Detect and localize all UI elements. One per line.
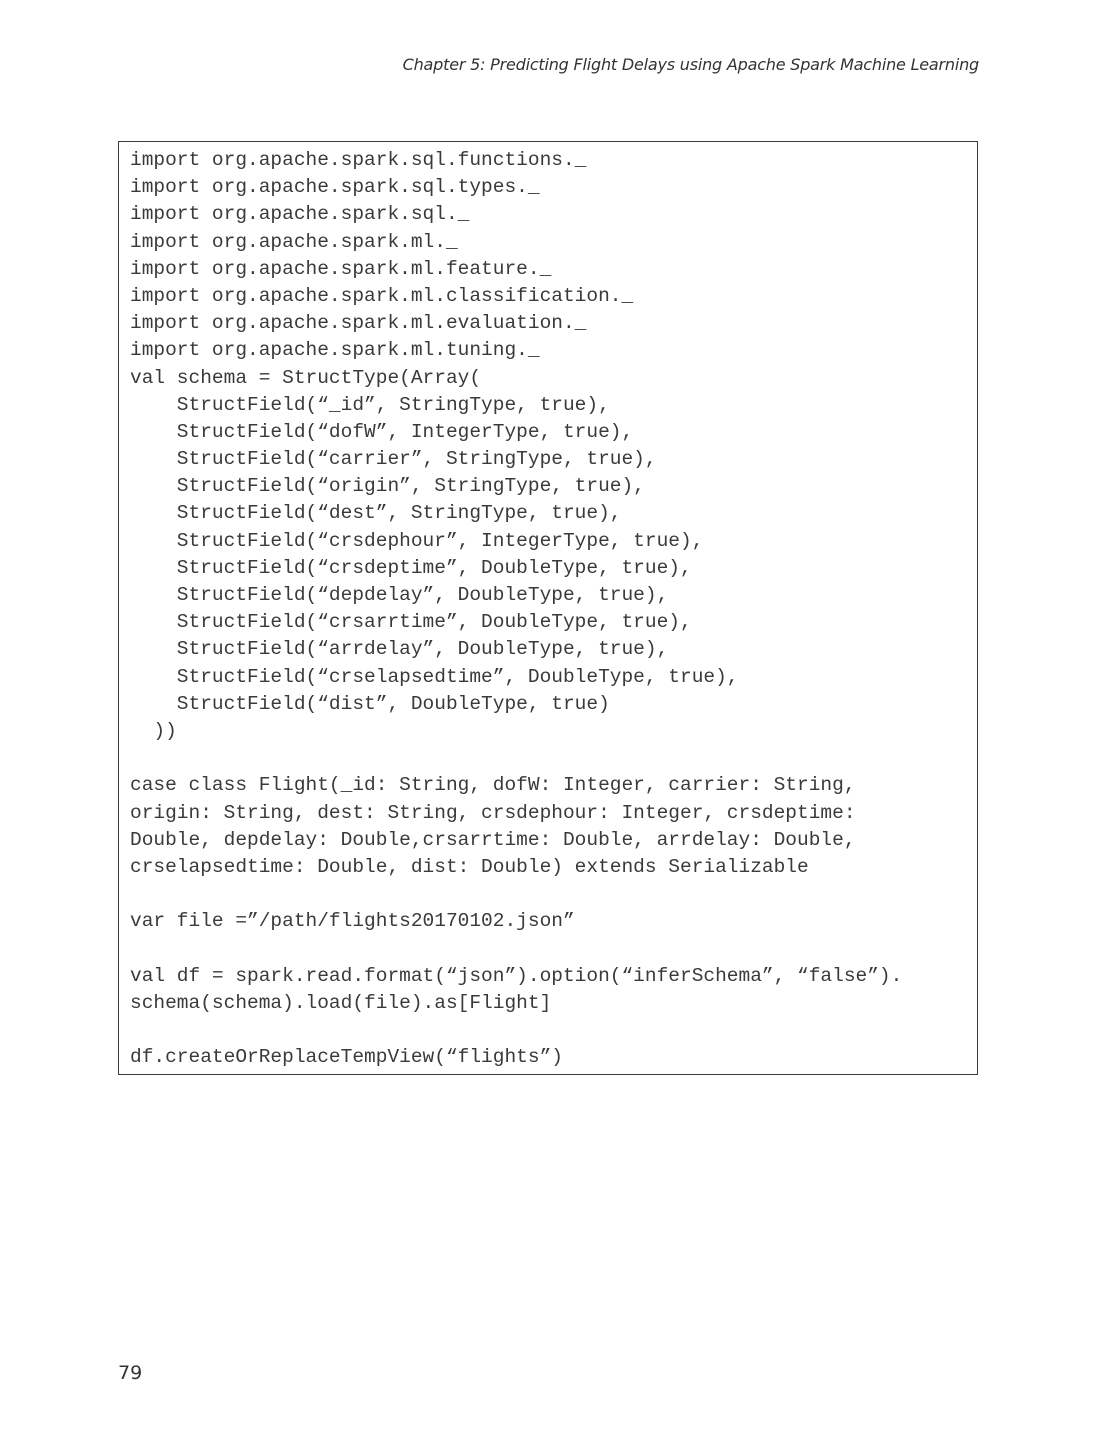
code-line: import org.apache.spark.sql._ (130, 203, 470, 226)
code-line: StructField(“depdelay”, DoubleType, true), (130, 584, 669, 606)
code-line: case class Flight(_id: String, dofW: Integer, carrier: String, (130, 774, 856, 797)
code-line: StructField(“dist”, DoubleType, true) (130, 692, 610, 715)
code-line: val schema = StructType(Array( (130, 366, 482, 389)
code-line: import org.apache.spark.ml.tuning._ (130, 339, 540, 362)
running-header: Chapter 5: Predicting Flight Delays using Apache Spark Machine Learning (402, 55, 979, 74)
code-line: Double, depdelay: Double,crsarrtime: Double, arrdelay: Double, (130, 828, 856, 851)
code-line: import org.apache.spark.ml._ (130, 230, 458, 253)
code-line: val df = spark.read.format(“json”).option(“inferSchema”, “false”). (130, 964, 903, 987)
code-line: import org.apache.spark.sql.types._ (130, 176, 540, 199)
code-line: import org.apache.spark.ml.classification._ (130, 284, 634, 307)
code-line: StructField(“carrier”, StringType, true), (130, 448, 657, 471)
code-line: )) (130, 719, 177, 742)
code-line: StructField(“crselapsedtime”, DoubleType, true), (130, 665, 739, 688)
code-line: origin: String, dest: String, crsdephour: Integer, crsdeptime: (130, 801, 856, 824)
code-line: schema(schema).load(file).as[Flight] (130, 991, 552, 1014)
code-line (130, 881, 977, 908)
code-line: StructField(“origin”, StringType, true), (130, 475, 645, 498)
code-line: import org.apache.spark.sql.functions._ (130, 149, 587, 171)
code-line (130, 745, 977, 772)
code-line: StructField(“dest”, StringType, true), (130, 502, 622, 525)
code-line: StructField(“_id”, StringType, true), (130, 393, 610, 416)
code-line: StructField(“dofW”, IntegerType, true), (130, 420, 634, 443)
code-block (118, 141, 978, 1075)
code-line: StructField(“crsdephour”, IntegerType, true), (130, 529, 704, 552)
code-line: StructField(“arrdelay”, DoubleType, true), (130, 638, 669, 661)
code-line: var file =”/path/flights20170102.json” (130, 910, 575, 933)
code-line (130, 1017, 977, 1044)
code-line (130, 935, 977, 962)
code-line: StructField(“crsdeptime”, DoubleType, true), (130, 556, 692, 579)
code-line: import org.apache.spark.ml.evaluation._ (130, 312, 587, 335)
code-line: StructField(“crsarrtime”, DoubleType, true), (130, 611, 692, 634)
page-number: 79 (118, 1362, 143, 1384)
code-line: df.createOrReplaceTempView(“flights”) (130, 1046, 563, 1069)
code-line: import org.apache.spark.ml.feature._ (130, 257, 552, 280)
code-line: crselapsedtime: Double, dist: Double) extends Serializable (130, 855, 809, 878)
